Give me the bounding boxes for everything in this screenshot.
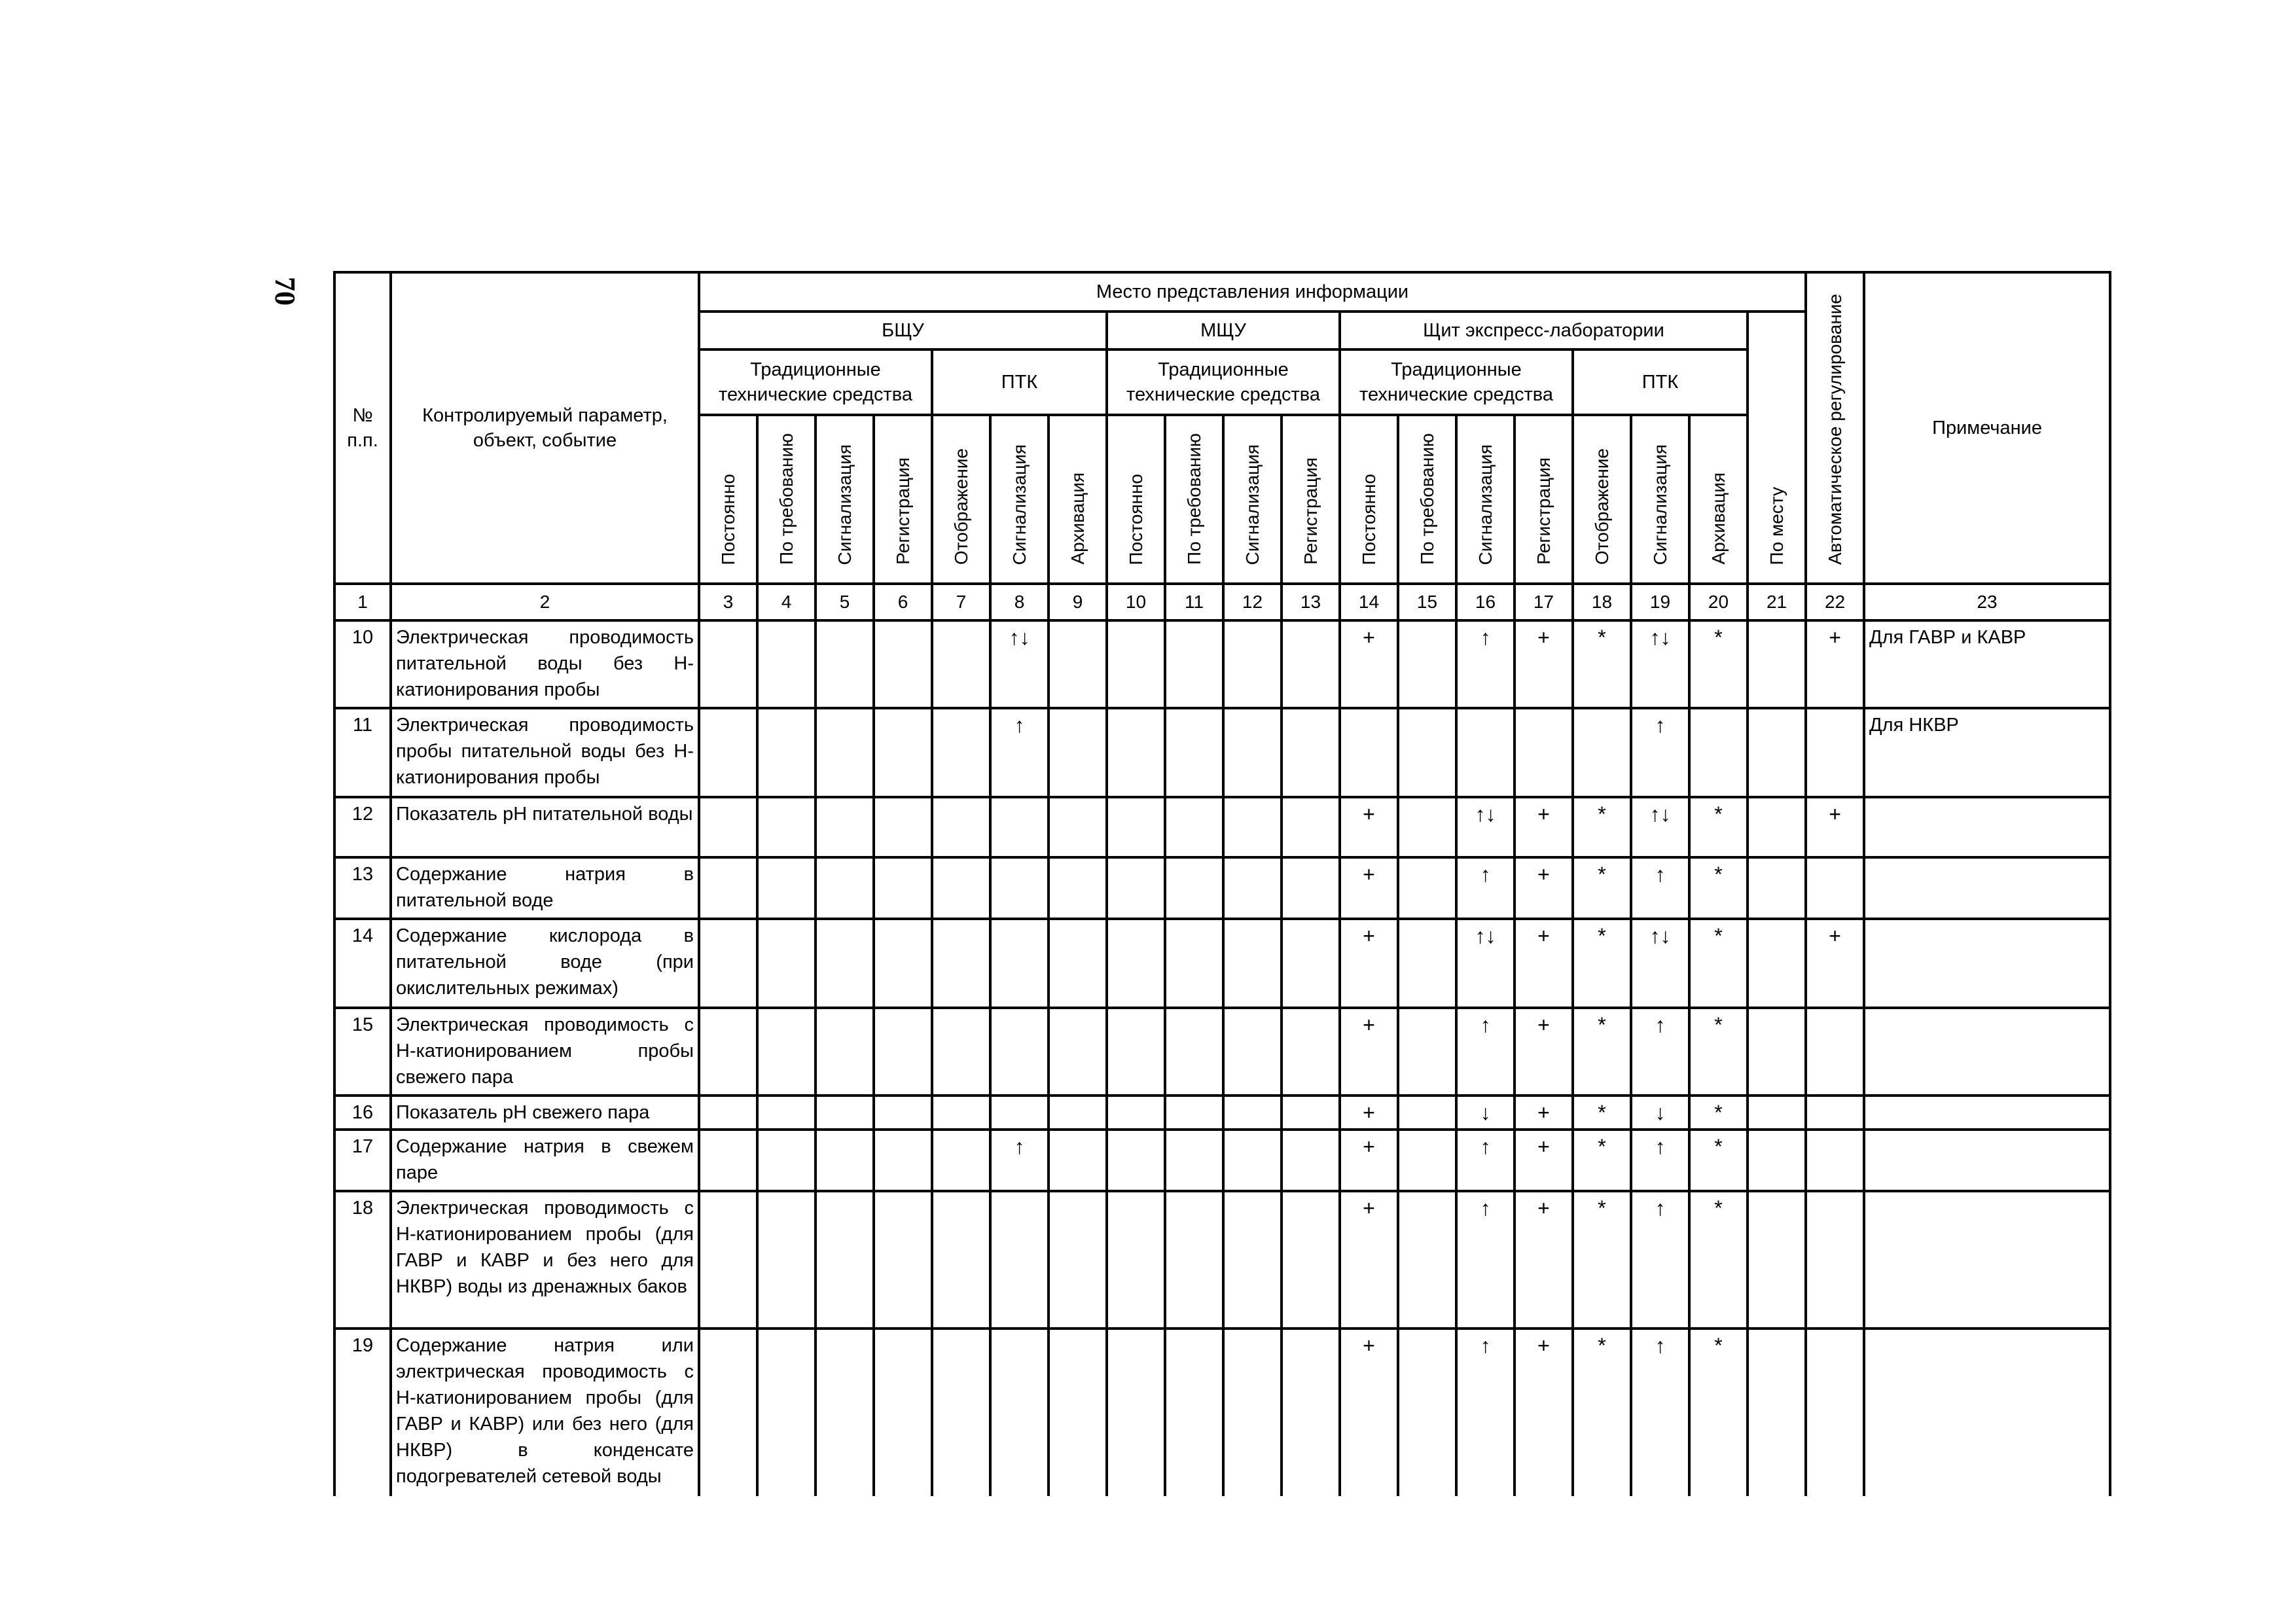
sub-trebov: По требованию <box>1165 415 1223 584</box>
row-mark-cell <box>1398 857 1456 919</box>
row-number: 15 <box>334 1008 391 1096</box>
row-note: Для ГАВР и КАВР <box>1864 620 2110 708</box>
row-mark-cell <box>816 1096 874 1130</box>
table-row <box>334 708 2110 797</box>
row-mark-cell <box>1282 620 1340 708</box>
header-no: № п.п. <box>334 272 391 584</box>
row-mark-cell <box>816 1329 874 1496</box>
sub-regist: Регистрация <box>1282 415 1340 584</box>
row-mark-cell <box>816 620 874 708</box>
row-mark-cell <box>1398 620 1456 708</box>
row-mark-cell <box>1107 1329 1165 1496</box>
row-mark-cell <box>757 1191 816 1329</box>
row-mark-cell: * <box>1689 1329 1748 1496</box>
row-number: 14 <box>334 919 391 1008</box>
row-number: 11 <box>334 708 391 797</box>
row-mark-cell <box>757 708 816 797</box>
row-mark-cell <box>1748 708 1806 797</box>
header-auto: Автоматическое регулирование <box>1806 272 1864 584</box>
row-mark-cell <box>874 1008 932 1096</box>
row-mark-cell: + <box>1515 1130 1573 1191</box>
row-mark-cell <box>990 1096 1049 1130</box>
row-mark-cell: ↑ <box>990 708 1049 797</box>
row-number: 13 <box>334 857 391 919</box>
row-mark-cell: * <box>1689 1008 1748 1096</box>
row-mark-cell <box>1398 1096 1456 1130</box>
row-mark-cell <box>1806 1008 1864 1096</box>
row-mark-cell <box>1049 1191 1107 1329</box>
row-mark-cell <box>874 708 932 797</box>
row-mark-cell <box>1748 1096 1806 1130</box>
row-mark-cell <box>1748 1191 1806 1329</box>
sub-arhiv: Архивация <box>1049 415 1107 584</box>
row-mark-cell: * <box>1573 1008 1631 1096</box>
row-number: 17 <box>334 1130 391 1191</box>
row-mark-cell <box>1748 919 1806 1008</box>
row-mark-cell <box>1107 919 1165 1008</box>
column-number: 10 <box>1107 584 1165 620</box>
row-note <box>1864 1191 2110 1329</box>
column-number: 11 <box>1165 584 1223 620</box>
row-mark-cell <box>1107 1191 1165 1329</box>
row-mark-cell <box>1748 1130 1806 1191</box>
row-mark-cell: + <box>1340 1329 1398 1496</box>
row-mark-cell <box>1165 620 1223 708</box>
table-row <box>334 1008 2110 1096</box>
row-mark-cell <box>1223 1096 1282 1130</box>
row-mark-cell <box>1282 797 1340 857</box>
header-bschu-trad: Традиционные технические средства <box>699 349 932 415</box>
sub-otobr: Отображение <box>932 415 990 584</box>
table-row <box>334 1130 2110 1191</box>
sub-signal: Сигнализация <box>1631 415 1689 584</box>
row-mark-cell <box>816 708 874 797</box>
header-po-mestu: По месту <box>1748 312 1806 584</box>
row-mark-cell <box>1049 919 1107 1008</box>
sub-arhiv: Архивация <box>1689 415 1748 584</box>
row-mark-cell: ↑ <box>1631 1008 1689 1096</box>
row-mark-cell <box>874 1096 932 1130</box>
row-mark-cell: + <box>1515 1191 1573 1329</box>
row-mark-cell: ↓ <box>1456 1096 1515 1130</box>
row-mark-cell <box>1049 1130 1107 1191</box>
row-mark-cell <box>816 1130 874 1191</box>
column-number: 7 <box>932 584 990 620</box>
row-mark-cell <box>757 797 816 857</box>
row-parameter: Электрическая проводимость с Н-катионированием пробы свежего пара <box>391 1008 699 1096</box>
column-number: 20 <box>1689 584 1748 620</box>
column-number-row <box>334 584 2110 620</box>
row-note: Для НКВР <box>1864 708 2110 797</box>
sub-otobr: Отображение <box>1573 415 1631 584</box>
row-mark-cell: * <box>1573 1329 1631 1496</box>
row-mark-cell <box>1398 1329 1456 1496</box>
row-mark-cell <box>699 1096 757 1130</box>
row-mark-cell <box>1282 1008 1340 1096</box>
column-number: 1 <box>334 584 391 620</box>
row-mark-cell: ↑ <box>1456 1329 1515 1496</box>
row-mark-cell <box>816 1008 874 1096</box>
row-number: 16 <box>334 1096 391 1130</box>
row-mark-cell: + <box>1340 857 1398 919</box>
row-mark-cell <box>1049 620 1107 708</box>
row-mark-cell: ↑ <box>990 1130 1049 1191</box>
row-note <box>1864 1008 2110 1096</box>
sub-signal: Сигнализация <box>1223 415 1282 584</box>
row-mark-cell <box>1806 857 1864 919</box>
row-mark-cell <box>1398 797 1456 857</box>
row-number: 19 <box>334 1329 391 1496</box>
column-number: 12 <box>1223 584 1282 620</box>
row-parameter: Показатель рН свежего пара <box>391 1096 699 1130</box>
row-mark-cell <box>1282 1130 1340 1191</box>
header-lab-trad: Традиционные технические средства <box>1340 349 1573 415</box>
row-mark-cell <box>1223 1191 1282 1329</box>
sub-trebov: По требованию <box>757 415 816 584</box>
table-row <box>334 1191 2110 1329</box>
row-mark-cell <box>1282 1096 1340 1130</box>
row-mark-cell <box>1806 1191 1864 1329</box>
row-mark-cell: + <box>1340 1008 1398 1096</box>
row-mark-cell <box>932 919 990 1008</box>
row-mark-cell: ↑↓ <box>1456 797 1515 857</box>
row-mark-cell: * <box>1573 797 1631 857</box>
row-mark-cell <box>816 1191 874 1329</box>
row-mark-cell <box>1165 797 1223 857</box>
row-mark-cell: + <box>1340 797 1398 857</box>
row-mark-cell: ↑ <box>1631 1329 1689 1496</box>
row-mark-cell <box>1049 1008 1107 1096</box>
row-mark-cell <box>1689 708 1748 797</box>
row-mark-cell <box>990 1329 1049 1496</box>
row-mark-cell <box>932 1191 990 1329</box>
row-mark-cell <box>932 797 990 857</box>
header-note: Примечание <box>1864 272 2110 584</box>
row-mark-cell: ↑ <box>1631 1130 1689 1191</box>
monitoring-table <box>333 271 2111 1496</box>
row-mark-cell <box>1748 797 1806 857</box>
row-mark-cell: + <box>1515 857 1573 919</box>
row-mark-cell <box>990 1191 1049 1329</box>
row-mark-cell <box>874 1130 932 1191</box>
row-mark-cell <box>699 620 757 708</box>
row-mark-cell <box>874 620 932 708</box>
row-mark-cell: ↑ <box>1631 857 1689 919</box>
row-mark-cell <box>1340 708 1398 797</box>
column-number: 19 <box>1631 584 1689 620</box>
row-mark-cell: ↑ <box>1456 1191 1515 1329</box>
row-mark-cell <box>1165 1096 1223 1130</box>
row-mark-cell <box>932 857 990 919</box>
row-mark-cell <box>699 797 757 857</box>
row-note <box>1864 1096 2110 1130</box>
row-mark-cell: * <box>1689 1130 1748 1191</box>
row-mark-cell: + <box>1515 797 1573 857</box>
row-mark-cell: * <box>1573 1096 1631 1130</box>
header-bschu-ptk: ПТК <box>932 349 1107 415</box>
row-mark-cell <box>1223 1329 1282 1496</box>
column-number: 2 <box>391 584 699 620</box>
row-mark-cell <box>932 1008 990 1096</box>
row-mark-cell <box>874 1191 932 1329</box>
row-mark-cell <box>932 1329 990 1496</box>
column-number: 13 <box>1282 584 1340 620</box>
row-mark-cell <box>1165 857 1223 919</box>
row-mark-cell <box>1107 1008 1165 1096</box>
row-number: 12 <box>334 797 391 857</box>
header-lab-ptk: ПТК <box>1573 349 1748 415</box>
sub-signal: Сигнализация <box>816 415 874 584</box>
row-note <box>1864 1130 2110 1191</box>
row-mark-cell <box>1049 857 1107 919</box>
row-mark-cell <box>699 1191 757 1329</box>
table-row <box>334 1096 2110 1130</box>
header-lab: Щит экспресс-лаборатории <box>1340 312 1748 349</box>
row-mark-cell: * <box>1573 857 1631 919</box>
row-mark-cell: + <box>1515 1008 1573 1096</box>
row-mark-cell <box>757 1096 816 1130</box>
row-mark-cell: + <box>1340 620 1398 708</box>
row-mark-cell <box>699 1008 757 1096</box>
row-mark-cell: + <box>1515 620 1573 708</box>
row-mark-cell <box>699 708 757 797</box>
row-mark-cell <box>1107 620 1165 708</box>
header-param: Контролируемый параметр, объект, событие <box>391 272 699 584</box>
row-mark-cell <box>699 857 757 919</box>
row-mark-cell: ↑ <box>1631 708 1689 797</box>
row-mark-cell <box>1165 919 1223 1008</box>
row-parameter: Содержание натрия в питательной воде <box>391 857 699 919</box>
row-mark-cell <box>932 1130 990 1191</box>
column-number: 5 <box>816 584 874 620</box>
row-mark-cell <box>1282 919 1340 1008</box>
row-mark-cell <box>932 620 990 708</box>
header-bschu: БЩУ <box>699 312 1107 349</box>
row-mark-cell <box>816 919 874 1008</box>
row-parameter: Содержание натрия или электрическая проводимость с Н-катионированием пробы (для ГАВР и КАВР) или без него (для НКВР) в конденсате подогревателей сетевой воды <box>391 1329 699 1496</box>
row-mark-cell <box>990 1008 1049 1096</box>
row-mark-cell <box>816 857 874 919</box>
row-mark-cell <box>1223 919 1282 1008</box>
header-mschu-trad: Традиционные технические средства <box>1107 349 1340 415</box>
row-mark-cell: ↑ <box>1456 1130 1515 1191</box>
column-number: 3 <box>699 584 757 620</box>
sub-trebov: По требованию <box>1398 415 1456 584</box>
row-mark-cell: + <box>1340 1191 1398 1329</box>
column-number: 23 <box>1864 584 2110 620</box>
row-mark-cell <box>1282 1329 1340 1496</box>
row-mark-cell: * <box>1689 620 1748 708</box>
row-mark-cell: ↑↓ <box>1631 620 1689 708</box>
row-mark-cell <box>1107 797 1165 857</box>
row-parameter: Показатель рН питательной воды <box>391 797 699 857</box>
row-mark-cell: ↑↓ <box>990 620 1049 708</box>
row-mark-cell <box>1223 620 1282 708</box>
row-mark-cell <box>1107 708 1165 797</box>
row-mark-cell <box>1165 708 1223 797</box>
column-number: 18 <box>1573 584 1631 620</box>
column-number: 16 <box>1456 584 1515 620</box>
row-mark-cell <box>1165 1130 1223 1191</box>
row-mark-cell <box>757 919 816 1008</box>
row-parameter: Содержание натрия в свежем паре <box>391 1130 699 1191</box>
sub-signal: Сигнализация <box>1456 415 1515 584</box>
column-number: 15 <box>1398 584 1456 620</box>
table-row <box>334 797 2110 857</box>
row-mark-cell: * <box>1689 797 1748 857</box>
row-note <box>1864 857 2110 919</box>
sub-post: Постоянно <box>699 415 757 584</box>
row-mark-cell <box>990 919 1049 1008</box>
row-mark-cell <box>1282 1191 1340 1329</box>
column-number: 8 <box>990 584 1049 620</box>
column-number: 17 <box>1515 584 1573 620</box>
row-note <box>1864 1329 2110 1496</box>
row-mark-cell: + <box>1806 620 1864 708</box>
row-mark-cell <box>1223 857 1282 919</box>
row-mark-cell: ↑ <box>1456 1008 1515 1096</box>
row-mark-cell <box>757 1329 816 1496</box>
row-mark-cell <box>1049 1096 1107 1130</box>
row-mark-cell <box>699 1130 757 1191</box>
row-mark-cell: + <box>1340 1130 1398 1191</box>
row-mark-cell: + <box>1515 919 1573 1008</box>
row-mark-cell <box>816 797 874 857</box>
column-number: 14 <box>1340 584 1398 620</box>
row-mark-cell <box>1282 708 1340 797</box>
row-mark-cell <box>1806 1329 1864 1496</box>
row-mark-cell <box>1398 919 1456 1008</box>
row-mark-cell <box>874 857 932 919</box>
row-mark-cell: + <box>1515 1096 1573 1130</box>
row-note <box>1864 797 2110 857</box>
row-mark-cell: ↑↓ <box>1631 919 1689 1008</box>
row-mark-cell: ↑ <box>1631 1191 1689 1329</box>
row-mark-cell <box>932 1096 990 1130</box>
row-mark-cell <box>1049 708 1107 797</box>
row-mark-cell <box>1107 1096 1165 1130</box>
table-row <box>334 919 2110 1008</box>
row-mark-cell: ↑↓ <box>1631 797 1689 857</box>
row-mark-cell: + <box>1340 919 1398 1008</box>
row-mark-cell <box>757 1008 816 1096</box>
row-mark-cell: + <box>1340 1096 1398 1130</box>
row-mark-cell <box>932 708 990 797</box>
row-mark-cell <box>1748 857 1806 919</box>
row-number: 10 <box>334 620 391 708</box>
row-mark-cell: * <box>1573 1130 1631 1191</box>
row-mark-cell <box>757 857 816 919</box>
row-mark-cell <box>1049 1329 1107 1496</box>
row-mark-cell <box>990 857 1049 919</box>
row-mark-cell <box>1748 1329 1806 1496</box>
row-mark-cell <box>1165 1191 1223 1329</box>
row-mark-cell: * <box>1573 919 1631 1008</box>
row-parameter: Электрическая проводимость с Н-катионированием пробы (для ГАВР и КАВР и без него для НКВР) воды из дренажных баков <box>391 1191 699 1329</box>
row-mark-cell <box>1806 708 1864 797</box>
row-mark-cell <box>1573 708 1631 797</box>
column-number: 4 <box>757 584 816 620</box>
row-mark-cell <box>1223 708 1282 797</box>
row-mark-cell: * <box>1573 1191 1631 1329</box>
sub-signal: Сигнализация <box>990 415 1049 584</box>
row-mark-cell <box>1806 1130 1864 1191</box>
row-mark-cell <box>874 1329 932 1496</box>
sub-post: Постоянно <box>1340 415 1398 584</box>
column-number: 22 <box>1806 584 1864 620</box>
row-mark-cell <box>1165 1329 1223 1496</box>
row-mark-cell <box>1165 1008 1223 1096</box>
row-parameter: Содержание кислорода в питательной воде (при окислительных режимах) <box>391 919 699 1008</box>
row-mark-cell <box>1456 708 1515 797</box>
row-number: 18 <box>334 1191 391 1329</box>
row-mark-cell <box>1398 1008 1456 1096</box>
table-row <box>334 1329 2110 1496</box>
row-mark-cell <box>990 797 1049 857</box>
row-mark-cell: + <box>1806 797 1864 857</box>
row-mark-cell: + <box>1515 1329 1573 1496</box>
row-mark-cell <box>1223 1008 1282 1096</box>
row-mark-cell: ↑↓ <box>1456 919 1515 1008</box>
row-mark-cell <box>699 919 757 1008</box>
page-number: 70 <box>269 277 301 306</box>
row-mark-cell: ↑ <box>1456 857 1515 919</box>
row-mark-cell: ↓ <box>1631 1096 1689 1130</box>
row-mark-cell <box>1398 708 1456 797</box>
sub-post: Постоянно <box>1107 415 1165 584</box>
row-mark-cell <box>699 1329 757 1496</box>
row-mark-cell: * <box>1573 620 1631 708</box>
row-mark-cell <box>1748 620 1806 708</box>
row-mark-cell <box>1515 708 1573 797</box>
row-mark-cell <box>874 797 932 857</box>
row-mark-cell: + <box>1806 919 1864 1008</box>
header-place: Место представления информации <box>699 272 1806 312</box>
table-row <box>334 620 2110 708</box>
row-parameter: Электрическая проводимость питательной воды без Н-катионирования пробы <box>391 620 699 708</box>
row-mark-cell: * <box>1689 1096 1748 1130</box>
row-mark-cell: * <box>1689 1191 1748 1329</box>
row-mark-cell <box>1748 1008 1806 1096</box>
row-mark-cell <box>1282 857 1340 919</box>
row-mark-cell: ↑ <box>1456 620 1515 708</box>
row-mark-cell <box>1806 1096 1864 1130</box>
row-mark-cell <box>1223 797 1282 857</box>
row-mark-cell <box>757 620 816 708</box>
row-mark-cell: * <box>1689 919 1748 1008</box>
row-parameter: Электрическая проводимость пробы питательной воды без Н-катионирования пробы <box>391 708 699 797</box>
row-mark-cell <box>1107 857 1165 919</box>
column-number: 21 <box>1748 584 1806 620</box>
row-mark-cell <box>1398 1191 1456 1329</box>
sub-regist: Регистрация <box>874 415 932 584</box>
header-mschu: МЩУ <box>1107 312 1340 349</box>
table-row <box>334 857 2110 919</box>
row-mark-cell <box>757 1130 816 1191</box>
row-mark-cell: * <box>1689 857 1748 919</box>
row-mark-cell <box>1049 797 1107 857</box>
row-note <box>1864 919 2110 1008</box>
sub-regist: Регистрация <box>1515 415 1573 584</box>
row-mark-cell <box>1398 1130 1456 1191</box>
row-mark-cell <box>1107 1130 1165 1191</box>
column-number: 6 <box>874 584 932 620</box>
row-mark-cell <box>1223 1130 1282 1191</box>
column-number: 9 <box>1049 584 1107 620</box>
row-mark-cell <box>874 919 932 1008</box>
